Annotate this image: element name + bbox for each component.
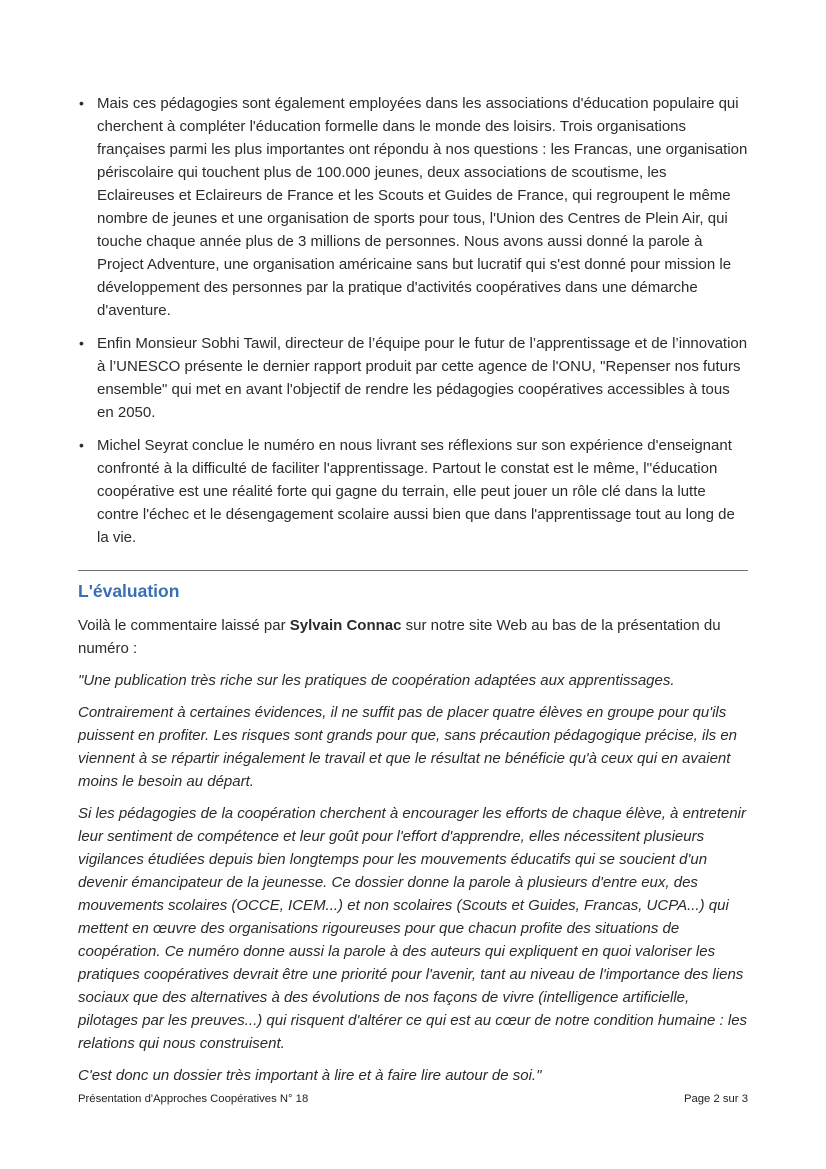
intro-prefix: Voilà le commentaire laissé par xyxy=(78,617,290,634)
bullet-icon: • xyxy=(79,95,84,111)
quote-paragraph: C'est donc un dossier très important à lire et à faire lire autour de soi." xyxy=(78,1067,542,1084)
intro-suffix: sur notre site Web au bas de la présentation du numéro : xyxy=(78,617,721,657)
bullet-text: Michel Seyrat conclue le numéro en nous livrant ses réflexions sur son expérience d'enseignant confronté à la difficulté de faciliter l'apprentissage. Partout le constat est le même, l''éducation coopérative est une réalité forte qui gagne du terrain, elle peut jouer un rôle clé dans la lutte contre l'échec et le désengagement scolaire aussi bien que dans l'apprentissage tout au long de la vie. xyxy=(97,437,735,546)
bullet-text: Mais ces pédagogies sont également employées dans les associations d'éducation populaire qui cherchent à compléter l'éducation formelle dans le monde des loisirs. Trois organisations françaises parmi les plus importantes ont répondu à nos questions : les Francas, une organisation périscolaire qui touchent plus de 100.000 jeunes, deux associations de scoutisme, les Eclaireuses et Eclaireurs de France et les Scouts et Guides de France, qui regroupent le même nombre de jeunes et une organisation de sports pour tous, l'Union des Centres de Plein Air, qui touche chaque année plus de 3 millions de personnes. Nous avons aussi donné la parole à Project Adventure, une organisation américaine sans but lucratif qui s'est donné pour mission le développement des personnes par la pratique d'activités coopératives dans une démarche d'aventure. xyxy=(97,95,748,319)
footer-document-title: Présentation d'Approches Coopératives N° 18 xyxy=(78,1093,309,1105)
bullet-item xyxy=(78,434,748,549)
bullet-item xyxy=(78,332,748,424)
bullet-icon: • xyxy=(79,437,84,453)
footer-page-number: Page 2 sur 3 xyxy=(683,1093,748,1105)
page-footer xyxy=(78,1092,748,1107)
quote-paragraph: Contrairement à certaines évidences, il ne suffit pas de placer quatre élèves en groupe pour qu'ils puissent en profiter. Les risques sont grands pour que, sans précaution pédagogique précise, ils en viennent à se répartir inégalement le travail et que le résultat ne bénéficie qu'à ceux qui en avaient moins le besoin au départ. xyxy=(78,704,738,790)
quote-paragraph: Si les pédagogies de la coopération cherchent à encourager les efforts de chaque élève, à entretenir leur sentiment de compétence et leur goût pour l'effort d'apprendre, elles nécessitent plusieurs vigilances étudiées depuis bien longtemps pour les mouvements éducatifs qui se soucient d'un devenir émancipateur de la jeunesse. Ce dossier donne la parole à plusieurs d'entre eux, des mouvements scolaires (OCCE, ICEM...) et non scolaires (Scouts et Guides, Francas, UCPA...) qui mettent en œuvre des organisations rigoureuses pour que chacun profite des situations de coopération. Ce numéro donne aussi la parole à des auteurs qui expliquent en quoi valoriser les pratiques coopératives devrait être une priorité pour l'avenir, tant au niveau de l'importance des liens sociaux que des alternatives à des évolutions de nos façons de vivre (intelligence artificielle, pilotages par les preuves...) qui risquent d'altérer ce qui est au cœur de notre condition humaine : les relations qui nous construisent. xyxy=(78,805,748,1052)
bullet-icon: • xyxy=(79,335,84,351)
bullet-item xyxy=(78,92,748,322)
bullet-text: Enfin Monsieur Sobhi Tawil, directeur de l’équipe pour le futur de l’apprentissage et de l’innovation à l’UNESCO présente le dernier rapport produit par cette agence de l'ONU, "Repenser nos futurs ensemble" qui met en avant l'objectif de rendre les pédagogies coopératives accessibles à tous en 2050. xyxy=(97,335,748,421)
section-divider xyxy=(78,570,748,571)
intro-paragraph xyxy=(78,614,748,660)
intro-author-name: Sylvain Connac xyxy=(289,617,402,634)
quote-paragraph: "Une publication très riche sur les pratiques de coopération adaptées aux apprentissages. xyxy=(78,672,675,689)
bullet-list xyxy=(78,92,748,549)
section-heading: L'évaluation xyxy=(78,581,180,601)
page-content xyxy=(78,92,748,1087)
